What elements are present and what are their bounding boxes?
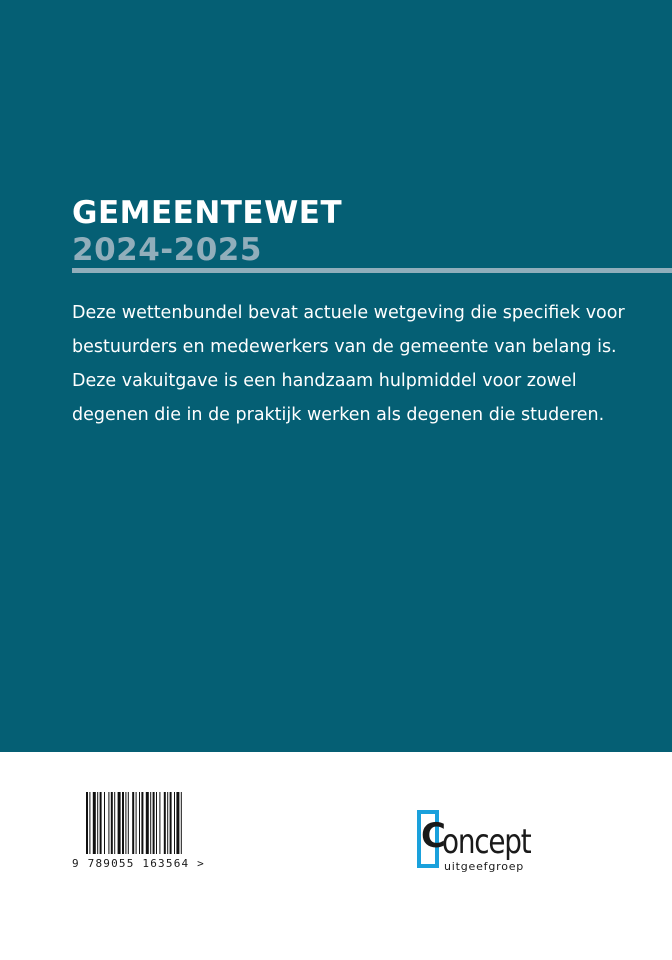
divider-rule [72, 268, 672, 273]
logo-letter: C [421, 816, 446, 856]
description-line: degenen die in de praktijk werken als degenen die studeren. [72, 405, 605, 425]
book-description [72, 296, 662, 432]
book-title: GEMEENTEWET [72, 195, 343, 231]
barcode-bars-icon [86, 792, 220, 854]
logo-word: oncept [442, 822, 531, 862]
logo-subtitle: uitgeefgroep [444, 860, 525, 873]
isbn-barcode [72, 792, 232, 882]
barcode-digits: 9 789055 163564 > [72, 857, 205, 870]
publisher-logo [417, 810, 562, 876]
description-line: Deze vakuitgave is een handzaam hulpmiddel voor zowel [72, 371, 577, 391]
description-line: bestuurders en medewerkers van de gemeente van belang is. [72, 337, 617, 357]
description-line: Deze wettenbundel bevat actuele wetgeving die specifiek voor [72, 303, 625, 323]
book-edition-years: 2024-2025 [72, 232, 262, 268]
